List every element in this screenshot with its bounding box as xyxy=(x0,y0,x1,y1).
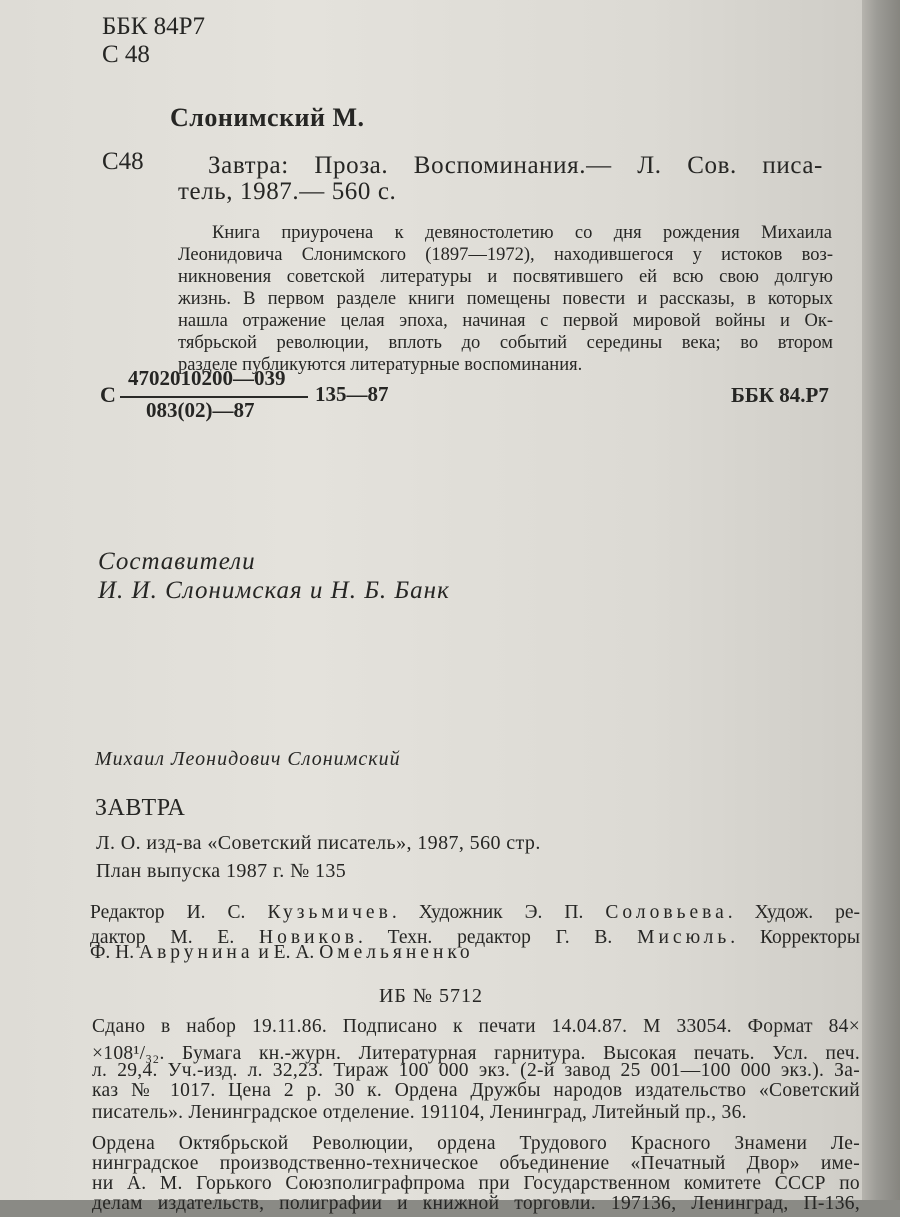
annotation-line: нашла отражение целая эпоха, начиная с первой мировой войны и Ок- xyxy=(178,311,833,331)
page-edge-shadow xyxy=(862,0,900,1200)
compilers-names: И. И. Слонимская и Н. Б. Банк xyxy=(98,577,450,604)
compilers-label: Составители xyxy=(98,548,256,575)
annotation-line: Леонидовича Слонимского (1897—1972), находившегося у истоков воз- xyxy=(178,245,833,265)
credits-line: Ф. Н. Аврунина и Е. А. Омельяненко xyxy=(90,942,474,963)
imprint-plan: План выпуска 1987 г. № 135 xyxy=(96,860,347,882)
annotation-line: тябрьской революции, вплоть до событий середины века; во втором xyxy=(178,333,833,353)
credits-line: дактор М. Е. Новиков. Техн. редактор Г. В. Мисюль. Корректоры xyxy=(90,927,861,948)
technical-line: Сдано в набор 19.11.86. Подписано к печати 14.04.87. М 33054. Формат 84× xyxy=(92,1016,860,1037)
formula-suffix: 135—87 xyxy=(315,382,389,406)
bbk-code-bottom: ББК 84.Р7 xyxy=(731,383,829,407)
imprint-publisher: Л. О. изд-ва «Советский писатель», 1987, 560 стр. xyxy=(96,832,541,854)
printer-line: нинградское производственно-техническое объединение «Печатный Двор» име- xyxy=(92,1153,860,1174)
technical-line: ×108¹/₃₂. Бумага кн.-журн. Литературная гарнитура. Высокая печать. Усл. печ. xyxy=(92,1043,860,1064)
technical-line: каз № 1017. Цена 2 р. 30 к. Ордена Дружбы народов издательство «Советский xyxy=(92,1080,860,1101)
ib-number: ИБ № 5712 xyxy=(378,985,483,1007)
credits-line: Редактор И. С. Кузьмичев. Художник Э. П. Соловьева. Худож. ре- xyxy=(90,902,860,923)
formula-numerator: 4702010200—039 xyxy=(128,366,286,390)
catalog-author-sign: С48 xyxy=(102,148,144,175)
imprint-title: ЗАВТРА xyxy=(95,795,186,821)
catalog-title-line: Завтра: Проза. Воспоминания.— Л. Сов. писа- xyxy=(208,152,823,179)
catalog-title-line: тель, 1987.— 560 с. xyxy=(178,178,397,205)
technical-line: писатель». Ленинградское отделение. 191104, Ленинград, Литейный пр., 36. xyxy=(92,1102,747,1123)
printer-line: делам издательств, полиграфии и книжной торговли. 197136, Ленинград, П-136, xyxy=(92,1193,860,1214)
printer-line: ни А. М. Горького Союзполиграфпрома при Государственном комитете СССР по xyxy=(92,1173,860,1194)
technical-line: л. 29,4. Уч.-изд. л. 32,23. Тираж 100 000 экз. (2-й завод 25 001—100 000 экз.). За- xyxy=(92,1060,860,1081)
imprint-author: Михаил Леонидович Слонимский xyxy=(95,748,401,770)
annotation-line: Книга приурочена к девяностолетию со дня рождения Михаила xyxy=(212,223,832,243)
catalog-author: Слонимский М. xyxy=(170,103,365,132)
bbk-code-top: ББК 84Р7 xyxy=(102,13,206,40)
annotation-line: никновения советской литературы и посвятившего ей всю свою долгую xyxy=(178,267,833,287)
author-sign-top: С 48 xyxy=(102,41,150,68)
formula-denominator: 083(02)—87 xyxy=(146,398,255,422)
annotation-line: жизнь. В первом разделе книги помещены повести и рассказы, в которых xyxy=(178,289,833,309)
formula-letter: С xyxy=(100,382,116,407)
annotation-line: разделе публикуются литературные воспоминания. xyxy=(178,355,583,375)
printer-line: Ордена Октябрьской Революции, ордена Трудового Красного Знамени Ле- xyxy=(92,1133,860,1154)
